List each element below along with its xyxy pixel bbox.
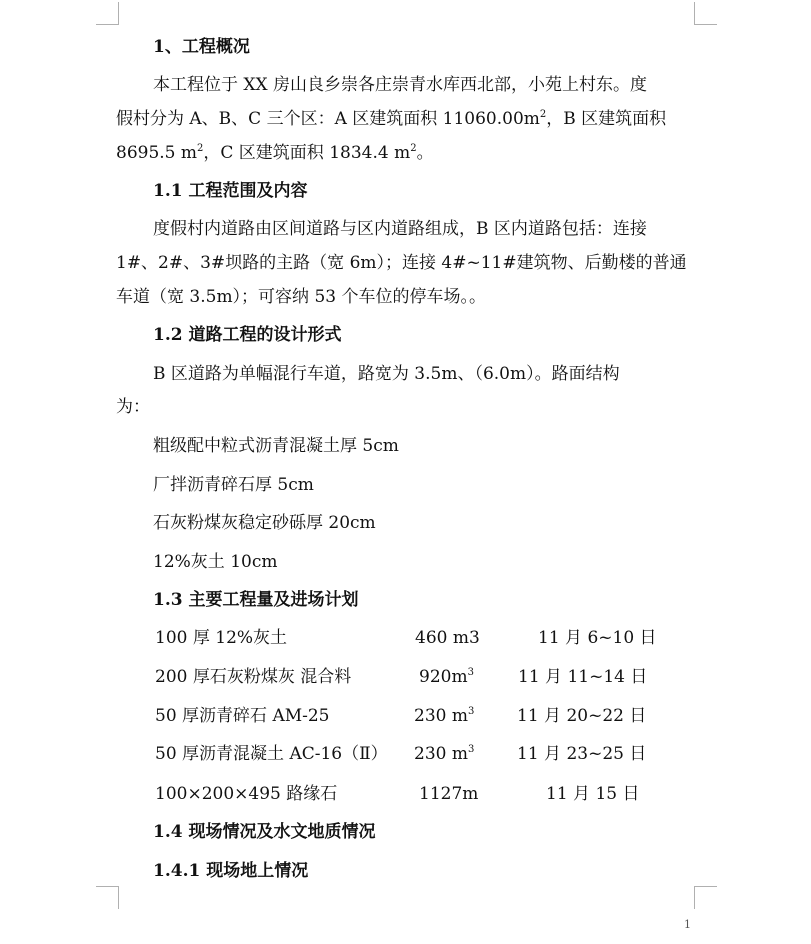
heading-1-1: 1.1 工程范围及内容 bbox=[153, 181, 308, 201]
page-number: 1 bbox=[684, 918, 691, 931]
quantity-item: 100×200×495 路缘石 bbox=[155, 784, 338, 804]
quantity-amount: 230 $m^3$ bbox=[414, 706, 475, 726]
quantity-item: 50 厚沥青碎石 AM-25 bbox=[155, 706, 330, 726]
layer-item: 石灰粉煤灰稳定砂砾厚 20cm bbox=[153, 513, 376, 533]
quantity-amount: $920m^3$ bbox=[419, 667, 474, 687]
quantity-date: 11 月 23~25 日 bbox=[517, 744, 647, 764]
heading-1-4-1: 1.4.1 现场地上情况 bbox=[153, 861, 309, 881]
quantity-amount: 230 $m^3$ bbox=[414, 744, 475, 764]
scope-line-1: 度假村内道路由区间道路与区内道路组成，B 区内道路包括：连接 bbox=[153, 219, 647, 239]
layer-item: 厂拌沥青碎石厚 5cm bbox=[153, 475, 314, 495]
margin-corner-bottom-right bbox=[694, 886, 717, 909]
quantity-item: 200 厚石灰粉煤灰 混合料 bbox=[155, 667, 352, 687]
heading-1: 1、工程概况 bbox=[153, 37, 250, 57]
heading-1-4: 1.4 现场情况及水文地质情况 bbox=[153, 822, 376, 842]
layer-item: 粗级配中粒式沥青混凝土厚 5cm bbox=[153, 436, 399, 456]
quantity-date: 11 月 20~22 日 bbox=[517, 706, 647, 726]
heading-1-3: 1.3 主要工程量及进场计划 bbox=[153, 590, 359, 610]
quantity-amount: 460 m3 bbox=[415, 628, 480, 648]
margin-corner-top-right bbox=[694, 2, 717, 25]
quantity-item: 100 厚 12%灰土 bbox=[155, 628, 288, 648]
quantity-item: 50 厚沥青混凝土 AC-16（Ⅱ） bbox=[155, 744, 388, 764]
quantity-date: 11 月 6~10 日 bbox=[538, 628, 657, 648]
quantity-amount: 1127m bbox=[419, 784, 479, 804]
scope-line-2: 1#、2#、3#坝路的主路（宽 6m）；连接 4#~11#建筑物、后勤楼的普通 bbox=[116, 253, 687, 273]
margin-corner-top-left bbox=[96, 2, 119, 25]
intro-line-1: 本工程位于 XX 房山良乡崇各庄崇青水库西北部，小苑上村东。度 bbox=[153, 75, 648, 95]
scope-line-3: 车道（宽 3.5m）；可容纳 53 个车位的停车场。。 bbox=[116, 287, 486, 307]
layer-item: 12%灰土 10cm bbox=[153, 552, 278, 572]
intro-line-2: 假村分为 A、B、C 三个区：A 区建筑面积 $11060.00m^2$，B 区建筑面积 bbox=[116, 109, 667, 129]
heading-1-2: 1.2 道路工程的设计形式 bbox=[153, 325, 342, 345]
margin-corner-bottom-left bbox=[96, 886, 119, 909]
intro-line-3: 8695.5 $m^2$，C 区建筑面积 1834.4 $m^2$。 bbox=[116, 143, 434, 163]
design-line-1: B 区道路为单幅混行车道，路宽为 3.5m、（6.0m）。路面结构 bbox=[153, 364, 620, 384]
quantity-date: 11 月 11~14 日 bbox=[518, 667, 648, 687]
design-line-2: 为： bbox=[116, 397, 150, 417]
quantity-date: 11 月 15 日 bbox=[546, 784, 640, 804]
